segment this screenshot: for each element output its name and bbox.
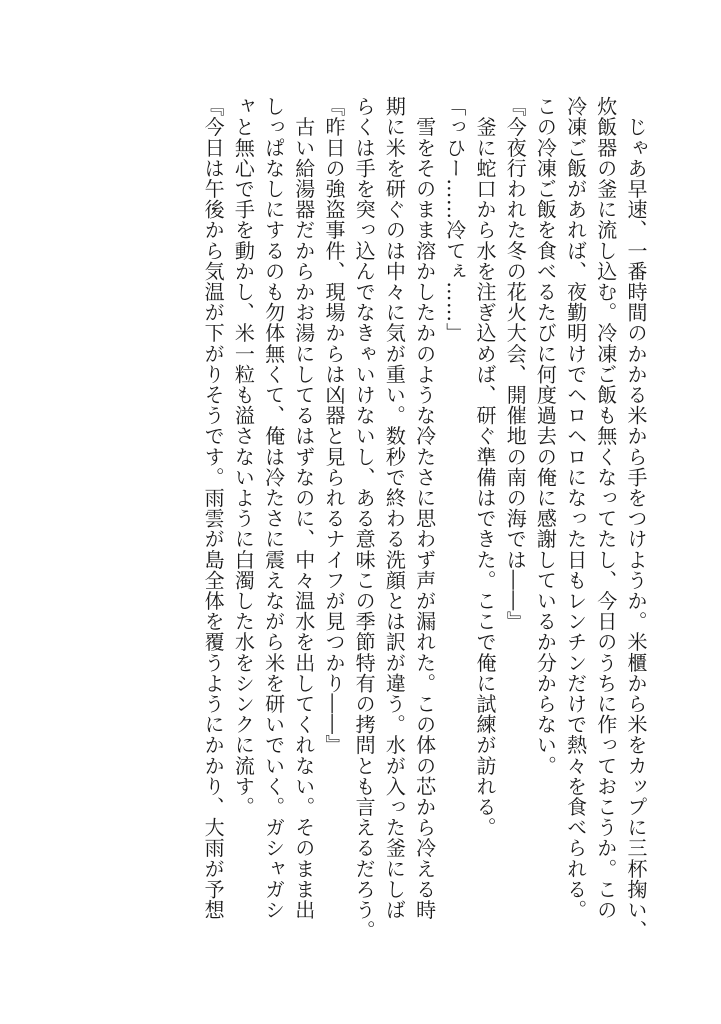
text-line: この冷凍ご飯を食べるたびに何度過去の俺に感謝しているか分からない。: [533, 96, 558, 776]
text-line: らくは手を突っ込んでなきゃいけないし、ある意味この季節特有の拷問とも言えるだろう。: [352, 96, 377, 941]
vertical-text-body: [198, 96, 651, 956]
text-line: 「っひー……冷てぇ……」: [442, 96, 467, 344]
text-line: 期に米を研ぐのは中々に気が重い。数秒で終わる洗顔とは訳が違う。水が入った釜にしば: [382, 96, 407, 920]
text-line: 炊飯器の釜に流し込む。冷凍ご飯も無くなってたし、今日のうちに作っておこうか。この: [593, 96, 618, 920]
text-line: 釜に蛇口から水を注ぎ込めば、研ぐ準備はできた。ここで俺に試練が訪れる。: [472, 96, 497, 838]
text-line: 『今夜行われた冬の花火大会、開催地の南の海では――』: [503, 96, 528, 632]
text-line: 『昨日の強盗事件、現場からは凶器と見られるナイフが見つかり――』: [321, 96, 346, 756]
text-line: ャと無心で手を動かし、米一粒も溢さないように白濁した水をシンクに流す。: [231, 96, 256, 817]
text-line: しっぱなしにするのも勿体無くて、俺は冷たさに震えながら米を研いでいく。ガシャガシ: [261, 96, 286, 920]
text-line: 『今日は午後から気温が下がりそうです。雨雲が島全体を覆うようにかかり、大雨が予想: [201, 96, 226, 920]
text-line: 冷凍ご飯があれば、夜勤明けでヘロヘロになった日もレンチンだけで熱々を食べられる。: [563, 96, 588, 920]
text-line: じゃあ早速、一番時間のかかる米から手をつけようか。米櫃から米をカップに三杯掬い、: [624, 96, 648, 941]
text-line: 古い給湯器だからかお湯にしてるはずなのに、中々温水を出してくれない。そのまま出: [291, 96, 316, 920]
text-line: 雪をそのまま溶かしたかのような冷たさに思わず声が漏れた。この体の芯から冷える時: [412, 96, 437, 920]
